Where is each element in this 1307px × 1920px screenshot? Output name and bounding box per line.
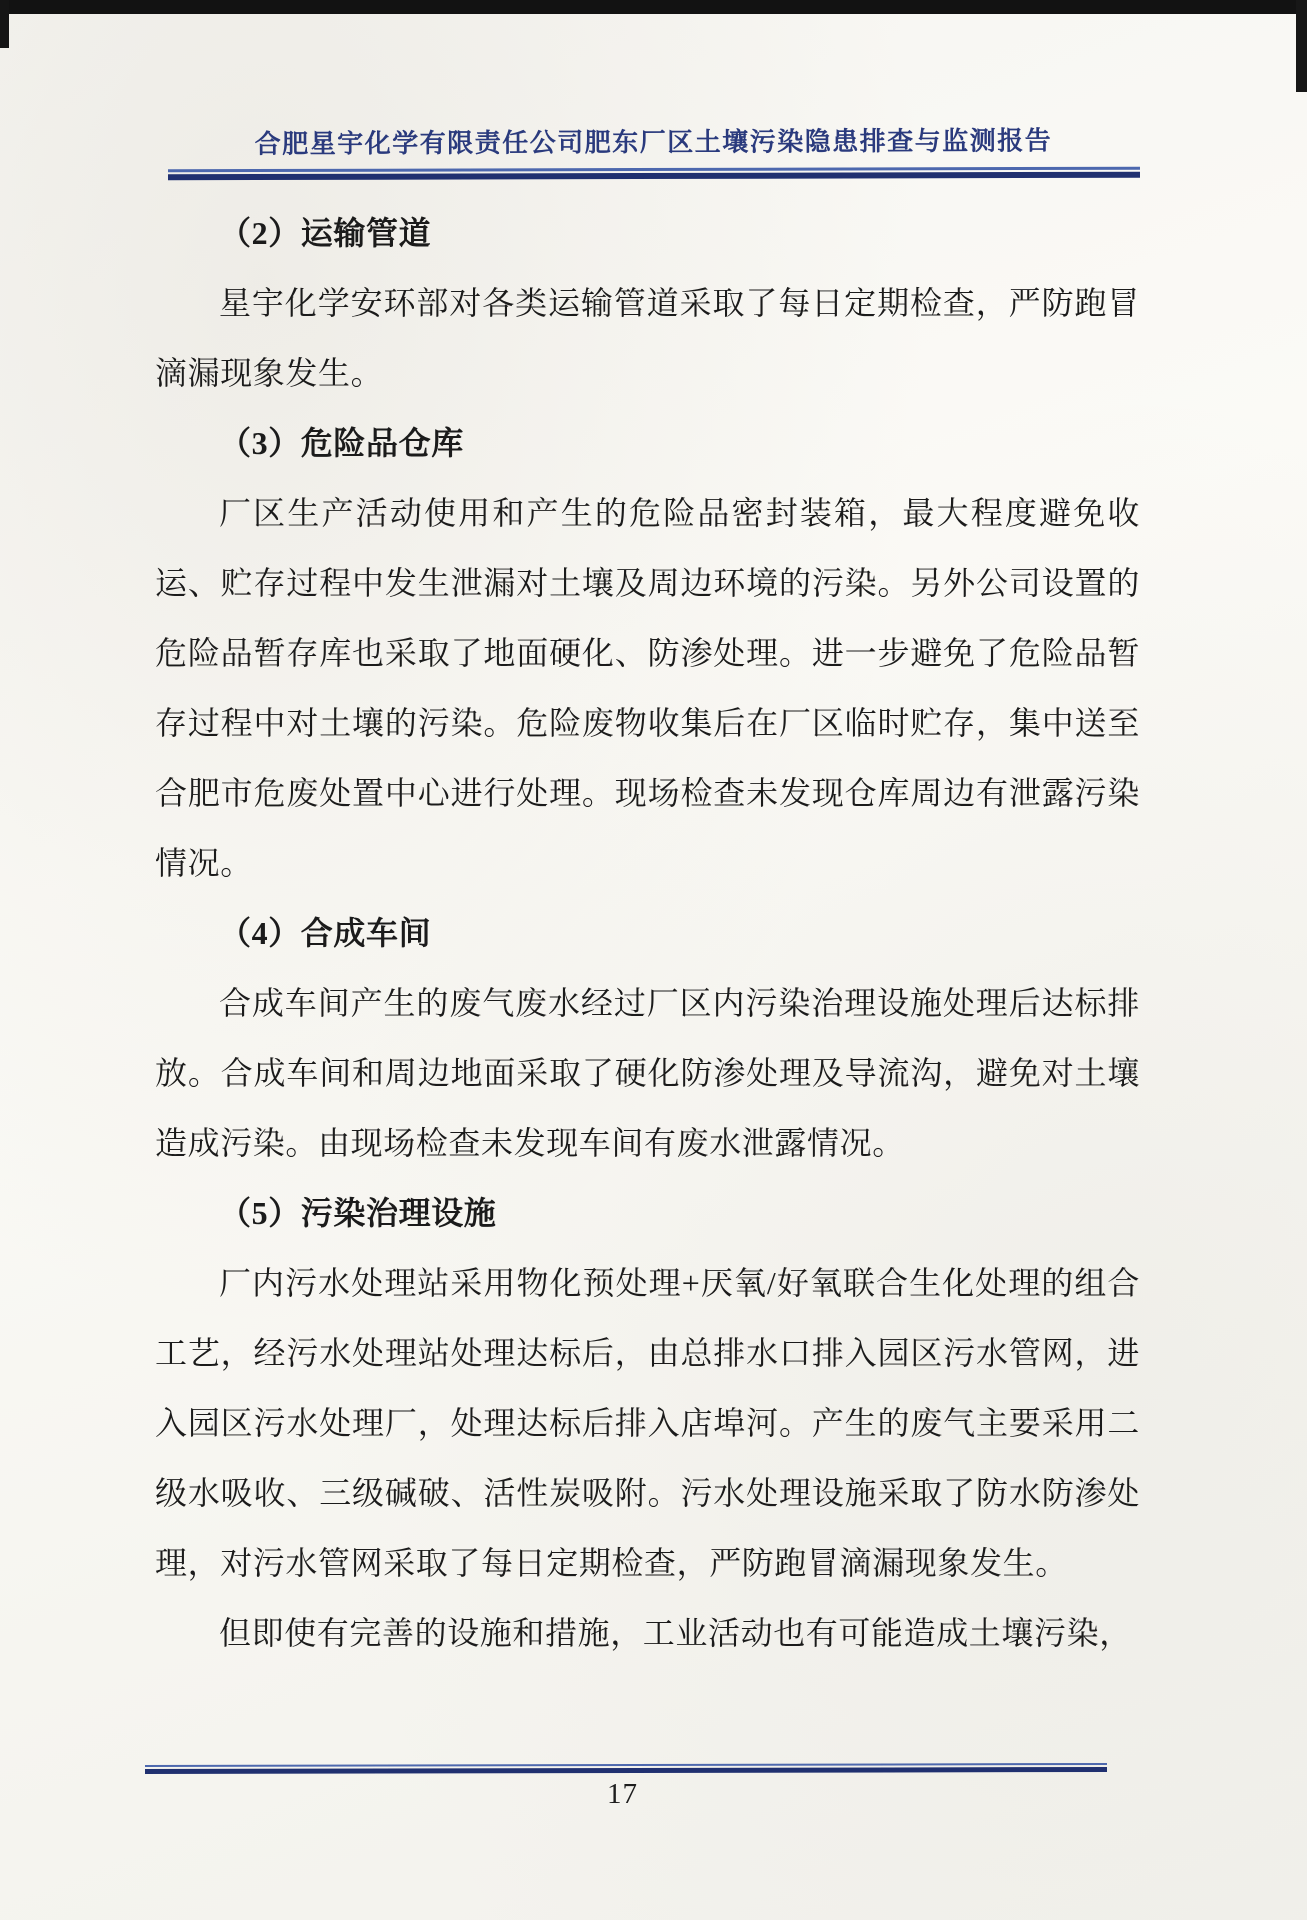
header-rule-dark-line bbox=[168, 172, 1140, 181]
header-rule bbox=[167, 167, 1139, 181]
body-paragraph: 厂区生产活动使用和产生的危险品密封装箱，最大程度避免收运、贮存过程中发生泄漏对土壤及周边环境的污染。另外公司设置的危险品暂存库也采取了地面硬化、防渗处理。进一步避免了危险品暂存过程中对土壤的污染。危险废物收集后在厂区临时贮存，集中送至合肥市危废处置中心进行处理。现场检查未发现仓库周边有泄露污染情况。 bbox=[155, 495, 1140, 881]
footer-rule bbox=[145, 1763, 1107, 1774]
page-number: 17 bbox=[607, 1778, 638, 1810]
scan-artifact-right-corner bbox=[1296, 0, 1307, 92]
scan-artifact-left-corner bbox=[0, 0, 9, 48]
section-heading: （4）合成车间 bbox=[219, 915, 432, 951]
body-paragraph: 合成车间产生的废气废水经过厂区内污染治理设施处理后达标排放。合成车间和周边地面采取了硬化防渗处理及导流沟，避免对土壤造成污染。由现场检查未发现车间有废水泄露情况。 bbox=[155, 985, 1140, 1161]
footer-rule-dark-line bbox=[145, 1767, 1107, 1774]
body-paragraph: 但即使有完善的设施和措施，工业活动也有可能造成土壤污染， bbox=[219, 1615, 1132, 1651]
section-heading: （2）运输管道 bbox=[219, 215, 432, 251]
body-paragraph: 星宇化学安环部对各类运输管道采取了每日定期检查，严防跑冒滴漏现象发生。 bbox=[155, 285, 1140, 391]
report-body bbox=[155, 198, 1140, 1668]
page-header bbox=[0, 122, 1307, 179]
report-title: 合肥星宇化学有限责任公司肥东厂区土壤污染隐患排查与监测报告 bbox=[254, 126, 1053, 159]
scan-artifact-top-edge bbox=[0, 0, 1307, 14]
body-paragraph: 厂内污水处理站采用物化预处理+厌氧/好氧联合生化处理的组合工艺，经污水处理站处理达标后，由总排水口排入园区污水管网，进入园区污水处理厂，处理达标后排入店埠河。产生的废气主要采用二级水吸收、三级碱破、活性炭吸附。污水处理设施采取了防水防渗处理，对污水管网采取了每日定期检查，严防跑冒滴漏现象发生。 bbox=[155, 1265, 1140, 1581]
section-heading: （5）污染治理设施 bbox=[219, 1195, 497, 1231]
section-heading: （3）危险品仓库 bbox=[219, 425, 464, 461]
